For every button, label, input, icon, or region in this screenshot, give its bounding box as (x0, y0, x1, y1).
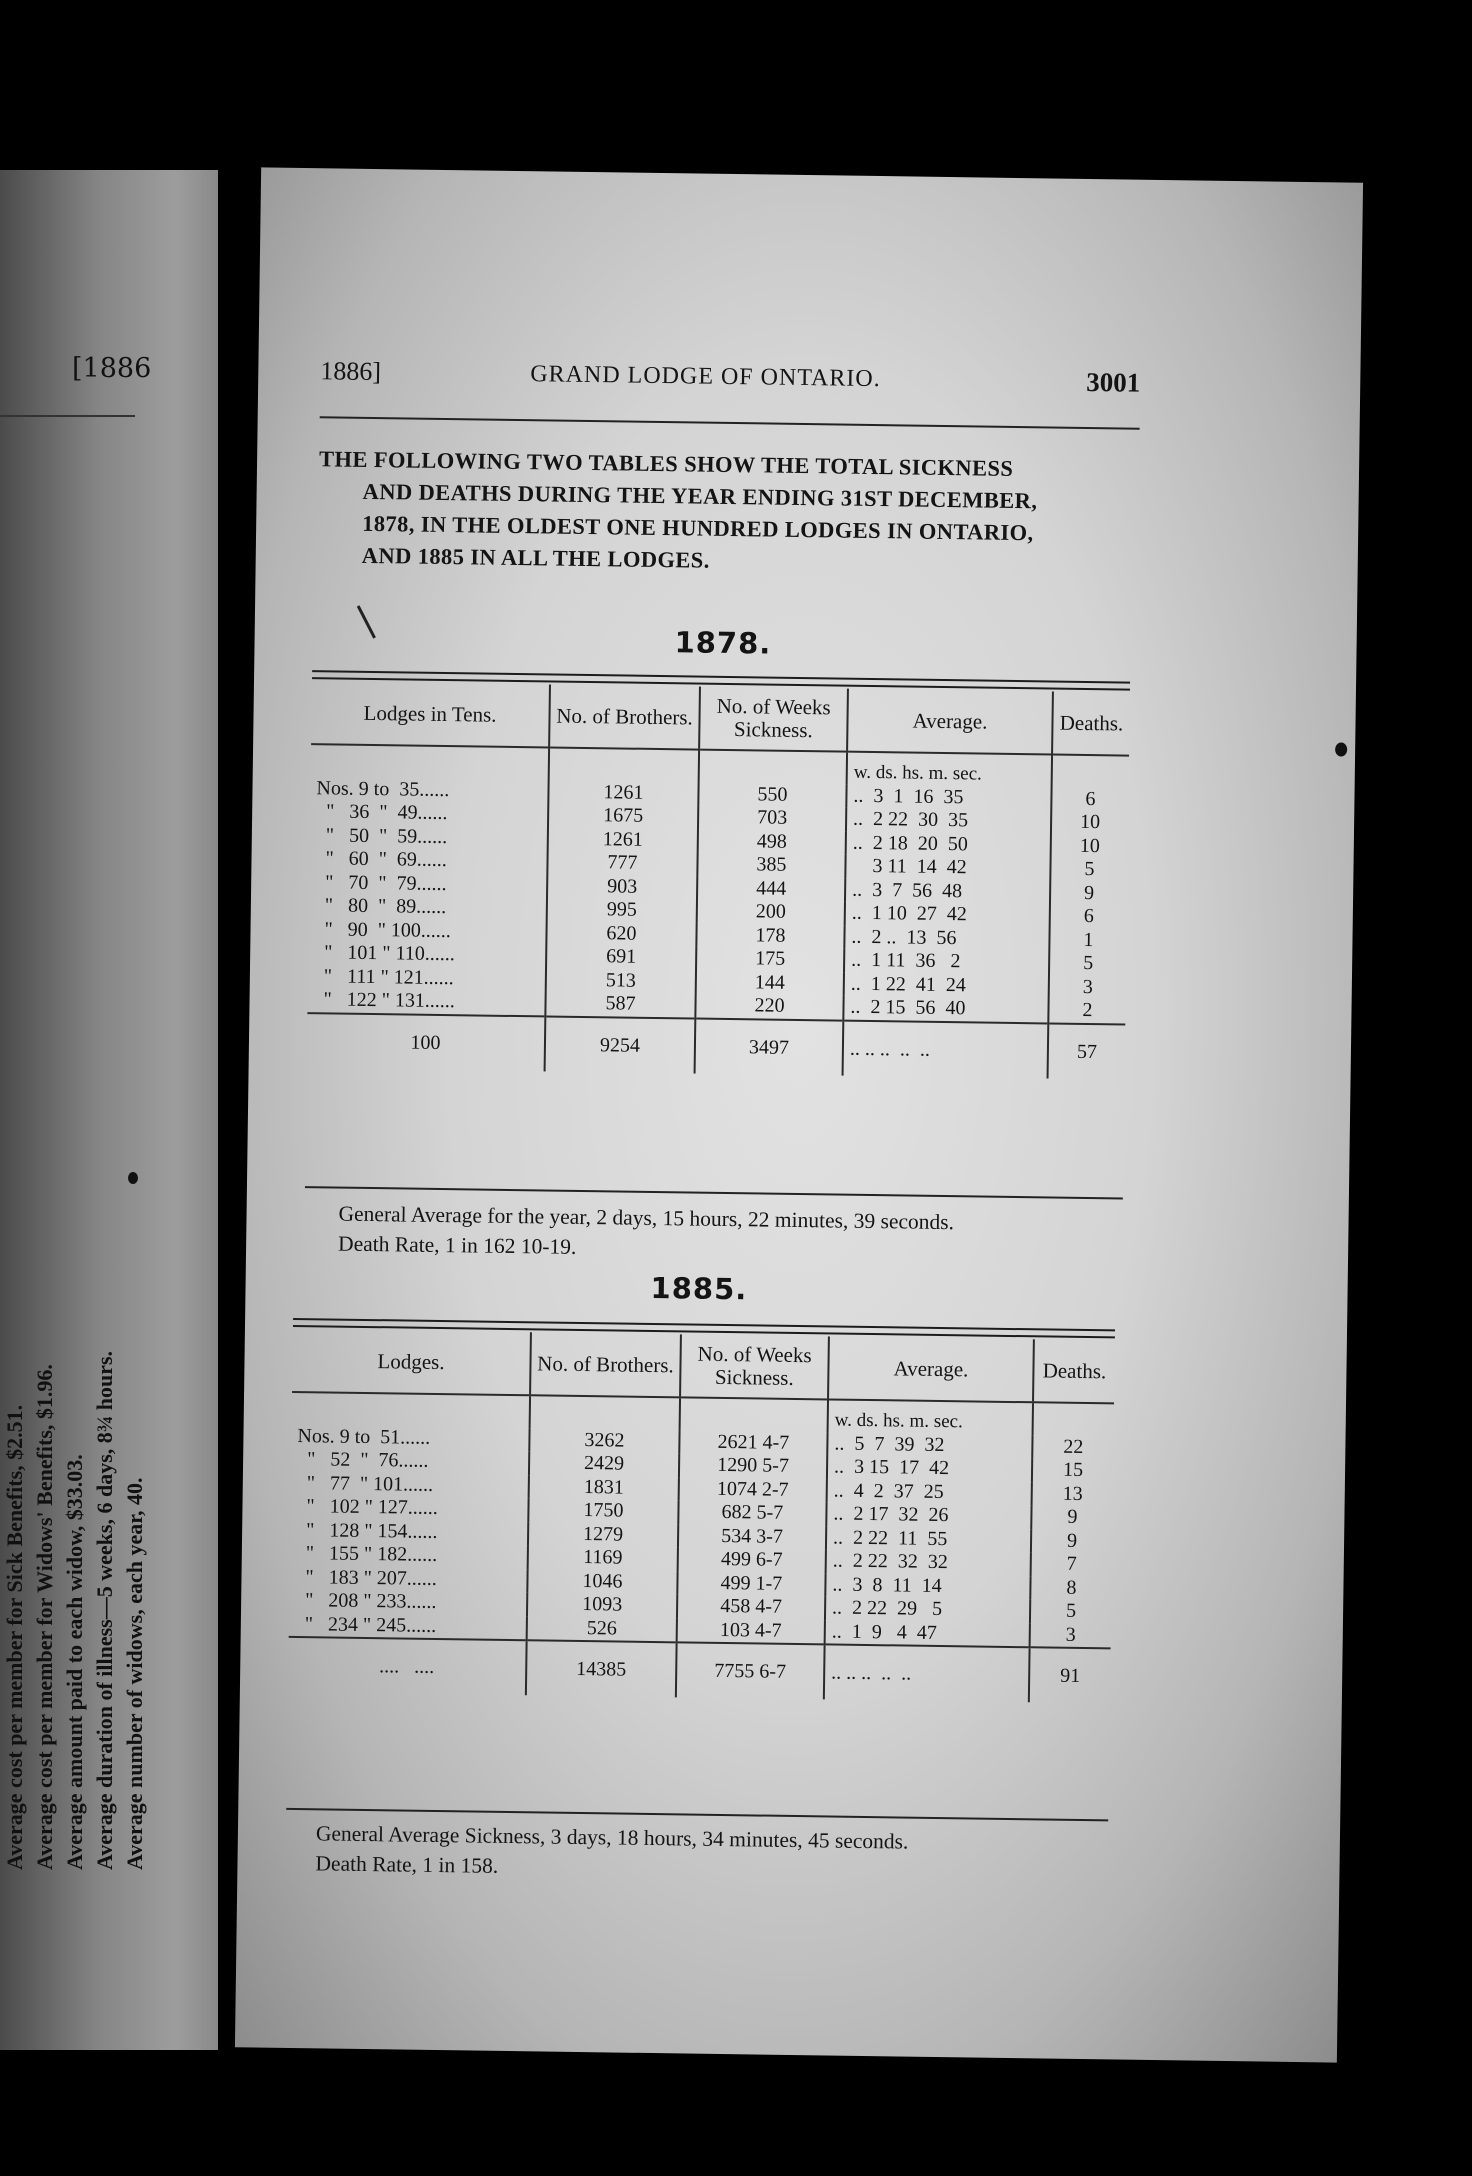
cell-weeks: 444 (697, 876, 845, 902)
row-range: 234 " 245...... (327, 1612, 437, 1637)
cell-deaths: 3 (1049, 975, 1126, 1000)
table-total-row (307, 1013, 1126, 1079)
cell-weeks: 1074 2-7 (679, 1477, 827, 1503)
cell-brothers: 1279 (528, 1522, 678, 1548)
row-range: 36 " 49...... (349, 800, 448, 825)
table-1885-year: 1885. (650, 1270, 748, 1307)
cell-weeks: 144 (696, 970, 844, 996)
cell-brothers: 1261 (548, 827, 698, 853)
row-prefix: Nos. (297, 1424, 335, 1448)
total-brothers: 9254 (545, 1016, 696, 1073)
cell-average: .. 2 22 29 5 (825, 1596, 1030, 1622)
cell-average: .. 4 2 37 25 (827, 1479, 1032, 1505)
row-range: 102 " 127...... (329, 1495, 438, 1519)
cell-deaths: 3 (1030, 1623, 1111, 1649)
row-prefix: " (306, 1518, 315, 1541)
total-deaths: 57 (1048, 1023, 1126, 1079)
row-prefix: " (326, 800, 335, 823)
row-range: 208 " 233...... (328, 1589, 437, 1613)
cell-average: .. 2 22 30 35 (846, 808, 1051, 834)
row-range: 70 " 79...... (348, 871, 447, 895)
row-prefix: " (304, 1612, 314, 1635)
total-average: .. .. .. .. .. (824, 1644, 1030, 1702)
row-range: 155 " 182...... (328, 1542, 438, 1566)
total-deaths: 91 (1029, 1647, 1111, 1703)
cell-weeks: 703 (698, 806, 846, 832)
row-range: 122 " 131...... (346, 988, 456, 1013)
row-range: 101 " 110...... (347, 941, 455, 966)
cell-weeks: 458 4-7 (677, 1594, 825, 1620)
cell-brothers: 513 (546, 968, 696, 994)
cell-average: .. 2 22 32 32 (826, 1549, 1031, 1575)
row-prefix: " (306, 1471, 316, 1494)
row-prefix: " (325, 823, 335, 846)
left-note-line: Average amount paid to each widow, $33.03. (62, 1454, 87, 1870)
cell-deaths: 5 (1030, 1599, 1111, 1624)
death-rate-note: Death Rate, 1 in 158. (315, 1851, 499, 1878)
col-header-deaths: Deaths. (1052, 692, 1130, 756)
pencil-mark (357, 605, 376, 638)
cell-brothers: 1675 (548, 803, 698, 829)
col-header-deaths: Deaths. (1033, 1339, 1115, 1403)
cell-brothers: 1093 (527, 1592, 677, 1618)
left-note-line: Average duration of illness—5 weeks, 6 days, 8¾ hours. (92, 1350, 117, 1870)
row-prefix: " (324, 917, 333, 940)
cell-deaths: 7 (1031, 1552, 1112, 1577)
cell-average: .. 2 17 32 26 (826, 1502, 1031, 1528)
cell-brothers: 1261 (548, 780, 698, 806)
cell-brothers: 1831 (529, 1475, 679, 1501)
total-average: .. .. .. .. .. (843, 1020, 1049, 1078)
cell-brothers: 777 (547, 850, 697, 876)
death-rate-note: Death Rate, 1 in 162 10-19. (337, 1231, 577, 1259)
total-weeks: 7755 6-7 (676, 1642, 825, 1699)
page-number: 3001 (1086, 366, 1141, 398)
row-range: 9 to 35...... (358, 777, 450, 801)
previous-page (0, 170, 218, 2050)
col-header-brothers: No. of Brothers. (530, 1332, 681, 1397)
cell-average: .. 3 15 17 42 (827, 1455, 1032, 1481)
table-1878-top-rule (312, 670, 1130, 683)
running-head-year: 1886] (320, 356, 382, 387)
cell-deaths: 6 (1050, 904, 1127, 929)
row-range: 111 " 121...... (346, 965, 454, 989)
running-head (320, 356, 1140, 407)
cell-brothers: 1750 (528, 1498, 678, 1524)
cell-brothers: 691 (546, 944, 696, 970)
ink-bullet (1335, 742, 1347, 756)
cell-brothers: 526 (527, 1616, 677, 1643)
table-1878 (307, 681, 1130, 1079)
cell-deaths: 10 (1051, 834, 1128, 859)
row-prefix: " (305, 1565, 314, 1588)
cell-average: .. 1 11 36 2 (844, 949, 1049, 975)
cell-brothers: 1046 (527, 1569, 677, 1595)
total-lodges: 100 (307, 1013, 546, 1071)
average-units: w. ds. hs. m. sec. (847, 752, 1052, 787)
left-page-header: [1886 (72, 353, 152, 384)
cell-deaths: 15 (1032, 1458, 1113, 1483)
table-1885-top-rule (293, 1318, 1115, 1331)
cell-weeks: 103 4-7 (677, 1618, 825, 1645)
intro-line: AND DEATHS DURING THE YEAR ENDING 31ST DECEMBER, (362, 478, 1038, 514)
cell-brothers: 903 (547, 874, 697, 900)
cell-weeks: 550 (698, 782, 846, 808)
row-prefix: " (323, 964, 333, 987)
row-prefix: " (324, 894, 334, 917)
cell-weeks: 178 (696, 923, 844, 949)
row-prefix: " (325, 870, 334, 893)
intro-line: THE FOLLOWING TWO TABLES SHOW THE TOTAL SICKNESS (318, 446, 1014, 481)
cell-deaths: 9 (1031, 1529, 1112, 1554)
cell-weeks: 534 3-7 (678, 1524, 826, 1550)
row-prefix: " (323, 988, 332, 1011)
general-average-note: General Average Sickness, 3 days, 18 hours, 34 minutes, 45 seconds. (315, 1821, 909, 1854)
cell-brothers: 3262 (529, 1428, 679, 1454)
cell-average: .. 2 15 56 40 (843, 996, 1048, 1023)
cell-average: 3 11 14 42 (845, 855, 1050, 881)
left-note-line: Average cost per member for Sick Benefits, $2.51. (2, 1404, 27, 1870)
cell-weeks: 175 (696, 947, 844, 973)
row-prefix: " (325, 847, 334, 870)
cell-deaths: 6 (1051, 787, 1128, 812)
row-range: 128 " 154...... (329, 1518, 438, 1543)
table-total-row (288, 1637, 1111, 1703)
row-prefix: " (305, 1589, 314, 1612)
document-page (235, 167, 1363, 2062)
col-header-lodges: Lodges in Tens. (311, 681, 550, 747)
row-range: 50 " 59...... (348, 824, 448, 848)
row-range: 9 to 51...... (339, 1425, 431, 1449)
row-range: 60 " 69...... (348, 847, 448, 872)
total-weeks: 3497 (695, 1018, 844, 1075)
ink-dot (128, 1172, 138, 1184)
average-units: w. ds. hs. m. sec. (828, 1399, 1033, 1434)
row-prefix: Nos. (316, 776, 354, 800)
cell-brothers: 2429 (529, 1451, 679, 1477)
cell-weeks: 2621 4-7 (679, 1430, 827, 1456)
cell-brothers: 1169 (528, 1545, 678, 1571)
left-page-rule (0, 415, 135, 417)
row-range: 80 " 89...... (347, 894, 447, 919)
total-lodges: .... .... (288, 1637, 527, 1695)
cell-weeks: 499 1-7 (677, 1571, 825, 1597)
cell-average: .. 3 8 11 14 (825, 1573, 1030, 1599)
table-1885-notes (315, 1818, 908, 1886)
cell-deaths: 5 (1049, 951, 1126, 976)
intro-line: 1878, IN THE OLDEST ONE HUNDRED LODGES IN ONTARIO, (362, 510, 1034, 546)
row-range: 52 " 76...... (330, 1448, 429, 1472)
cell-average: .. 3 7 56 48 (845, 878, 1050, 904)
cell-weeks: 682 5-7 (678, 1500, 826, 1526)
cell-deaths: 22 (1032, 1435, 1113, 1460)
cell-weeks: 385 (697, 853, 845, 879)
cell-weeks: 499 6-7 (678, 1547, 826, 1573)
col-header-weeks: No. of Weeks Sickness. (680, 1334, 829, 1399)
cell-brothers: 587 (545, 991, 695, 1018)
left-note-line: Average number of widows, each year, 40. (122, 1477, 147, 1870)
cell-deaths: 1 (1049, 928, 1126, 953)
cell-deaths: 13 (1032, 1482, 1113, 1507)
left-note-line: Average cost per member for Widows' Benefits, $1.96. (32, 1364, 57, 1870)
col-header-average: Average. (847, 689, 1053, 755)
cell-average: .. 2 22 11 55 (826, 1526, 1031, 1552)
cell-average: .. 1 22 41 24 (844, 972, 1049, 998)
cell-deaths: 10 (1051, 810, 1128, 835)
row-prefix: " (305, 1542, 315, 1565)
table-1885 (288, 1329, 1115, 1703)
total-brothers: 14385 (526, 1640, 677, 1697)
cell-deaths: 5 (1050, 857, 1127, 882)
row-range: 183 " 207...... (328, 1565, 437, 1590)
running-head-title: GRAND LODGE OF ONTARIO. (530, 361, 881, 393)
cell-average: .. 1 9 4 47 (825, 1620, 1030, 1647)
cell-deaths: 8 (1030, 1576, 1111, 1601)
col-header-average: Average. (828, 1336, 1034, 1402)
row-prefix: " (324, 941, 333, 964)
left-page-rotated-notes (0, 1351, 150, 1870)
cell-deaths: 9 (1031, 1505, 1112, 1530)
intro-line: AND 1885 IN ALL THE LODGES. (361, 542, 710, 573)
cell-weeks: 220 (695, 994, 843, 1021)
row-prefix: " (306, 1495, 315, 1518)
header-rule (320, 416, 1140, 429)
cell-average: .. 3 1 16 35 (846, 784, 1051, 810)
cell-average: .. 5 7 39 32 (827, 1432, 1032, 1458)
cell-brothers: 620 (546, 921, 696, 947)
col-header-weeks: No. of Weeks Sickness. (699, 687, 848, 752)
table-1878-year: 1878. (674, 625, 772, 661)
cell-deaths: 9 (1050, 881, 1127, 906)
cell-weeks: 1290 5-7 (679, 1453, 827, 1479)
col-header-brothers: No. of Brothers. (549, 684, 700, 749)
cell-deaths: 2 (1048, 998, 1125, 1024)
cell-weeks: 498 (698, 829, 846, 855)
intro-paragraph (318, 443, 1140, 582)
cell-average: .. 1 10 27 42 (845, 902, 1050, 928)
cell-weeks: 200 (697, 900, 845, 926)
col-header-lodges: Lodges. (292, 1329, 531, 1395)
table-1878-notes (338, 1199, 954, 1268)
row-prefix: " (306, 1448, 316, 1471)
cell-brothers: 995 (547, 897, 697, 923)
row-range: 90 " 100...... (347, 918, 452, 942)
row-range: 77 " 101...... (329, 1471, 434, 1496)
cell-average: .. 2 .. 13 56 (844, 925, 1049, 951)
general-average-note: General Average for the year, 2 days, 15 hours, 22 minutes, 39 seconds. (338, 1201, 955, 1235)
table-1878-bottom-rule (305, 1186, 1123, 1199)
cell-average: .. 2 18 20 50 (846, 831, 1051, 857)
